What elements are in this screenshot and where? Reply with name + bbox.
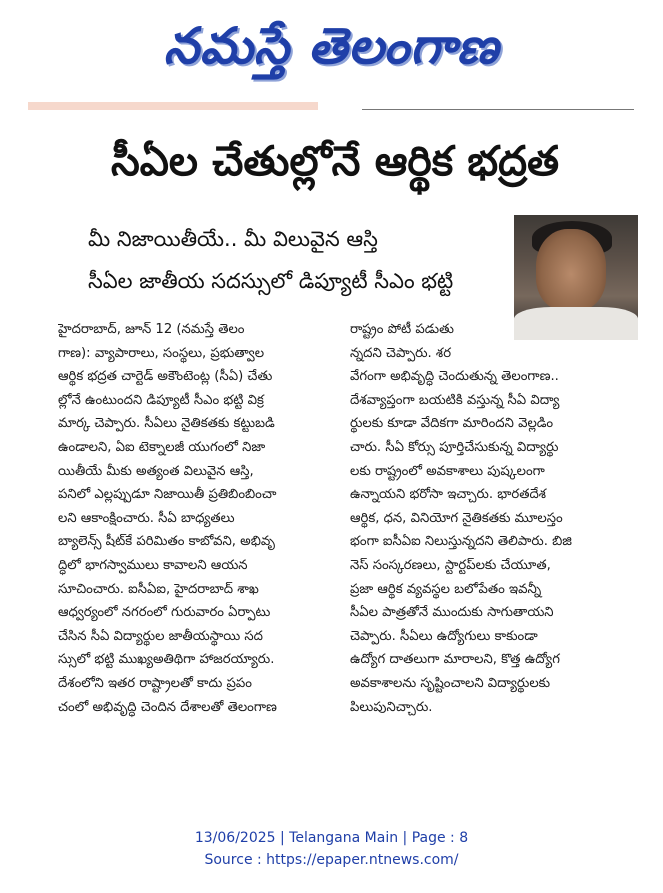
body-line: న్నదని చెప్పారు. శర — [350, 345, 452, 361]
body-line: ఆధ్వర్యంలో నగరంలో గురువారం ఏర్పాటు — [58, 605, 271, 621]
body-line: స్సులో భట్టి ముఖ్యఅతిథిగా హాజరయ్యారు. — [58, 652, 275, 668]
body-line: పనిలో ఎల్లప్పుడూ నిజాయితీ ప్రతిబింబించా — [58, 487, 277, 503]
newspaper-logo: నమస్తే తెలంగాణ — [163, 17, 500, 75]
body-line: ర్థులకు కూడా వేదికగా మారిందని వెల్లడిం — [350, 416, 554, 432]
article-headline: సీఏల చేతుల్లోనే ఆర్థిక భద్రత — [110, 137, 560, 185]
body-line: ఆర్థిక భద్రత చార్టెడ్ అకౌంటెంట్ల (సీఏ) చేతు — [58, 369, 273, 385]
body-line: ప్రజా ఆర్థిక వ్యవస్థల బలోపేతం ఇవన్నీ — [350, 581, 542, 597]
body-line: దేశవ్యాప్తంగా బయటికి వస్తున్న సీఏ విద్యా — [350, 392, 560, 408]
body-line: గాణ): వ్యాపారాలు, సంస్థలు, ప్రభుత్వాల — [58, 345, 265, 361]
body-line: లని ఆకాంక్షించారు. సీఏ బాధ్యతలు — [58, 510, 235, 526]
body-line: ఉన్నాయని భరోసా ఇచ్చారు. భారతదేశ — [350, 487, 547, 503]
body-line: బ్యాలెన్స్ షీట్‌కే పరిమితం కాబోవని, అభివృ — [58, 534, 275, 550]
body-line: ఆర్థిక, ధన, వినియోగ నైతికతకు మూలస్తం — [350, 510, 563, 526]
body-line: రాష్ట్రం పోటీ పడుతు — [350, 322, 454, 337]
body-line: నెస్ సంస్కరణలు, స్టార్టప్‌లకు చేయూత, — [350, 557, 551, 573]
body-line: ఉండాలని, ఏఐ టెక్నాలజీ యుగంలో నిజా — [58, 439, 266, 455]
body-line: భంగా ఐసీఏఐ నిలుస్తున్నదని తెలిపారు. బిజి — [350, 534, 572, 550]
body-line: పిలుపునిచ్చారు. — [350, 699, 433, 715]
body-line: మార్క చెప్పారు. సీఏలు నైతికతకు కట్టుబడి — [58, 416, 275, 432]
masthead — [0, 4, 663, 94]
header-divider-line — [362, 109, 634, 110]
body-line: సూచించారు. ఐసీఏఐ, హైదరాబాద్ శాఖ — [58, 581, 259, 597]
article-subheading-2: సీఏల జాతీయ సదస్సులో డిప్యూటీ సీఎం భట్టి — [88, 269, 454, 293]
body-line: చెప్పారు. సీఏలు ఉద్యోగులు కాకుండా — [350, 628, 538, 644]
body-line: ద్ధిలో భాగస్వాములు కావాలని ఆయన — [58, 557, 248, 573]
photo-face — [536, 229, 606, 311]
body-line: దేశంలోని ఇతర రాష్ట్రాలతో కాదు ప్రపం — [58, 675, 252, 691]
header-accent-rule — [28, 102, 318, 110]
body-line: చారు. సీఏ కోర్సు పూర్తిచేసుకున్న విద్యార్థు — [350, 439, 559, 455]
body-line: వేగంగా అభివృద్ధి చెందుతున్న తెలంగాణ.. — [350, 369, 559, 385]
source-link[interactable]: Source : https://epaper.ntnews.com/ — [204, 852, 459, 868]
article-right-column — [350, 318, 640, 719]
article-left-column — [58, 318, 335, 719]
body-line: ల్లోనే ఉంటుందని డిప్యూటీ సీఎం భట్టి విక్ర — [58, 392, 264, 408]
body-line: చేసిన సీఏ విద్యార్థుల జాతీయస్థాయి సద — [58, 628, 263, 644]
body-line: చంలో అభివృద్ధి చెందిన దేశాలతో తెలంగాణ — [58, 699, 277, 715]
body-line: ఉద్యోగ దాతలుగా మారాలని, కొత్త ఉద్యోగ — [350, 652, 560, 668]
body-line: అవకాశాలను సృష్టించాలని విద్యార్థులకు — [350, 675, 551, 691]
body-line: యితీయే మీకు అత్యంత విలువైన ఆస్తి, — [58, 463, 254, 479]
body-line: హైదరాబాద్, జూన్ 12 (నమస్తే తెలం — [58, 322, 245, 337]
body-line: లకు రాష్ట్రంలో అవకాశాలు పుష్కలంగా — [350, 463, 545, 479]
body-line: సీఏల పాత్రతోనే ముందుకు సాగుతాయని — [350, 605, 554, 621]
article-subheading-1: మీ నిజాయితీయే.. మీ విలువైన ఆస్తి — [88, 227, 378, 251]
edition-info: 13/06/2025 | Telangana Main | Page : 8 — [194, 830, 469, 846]
